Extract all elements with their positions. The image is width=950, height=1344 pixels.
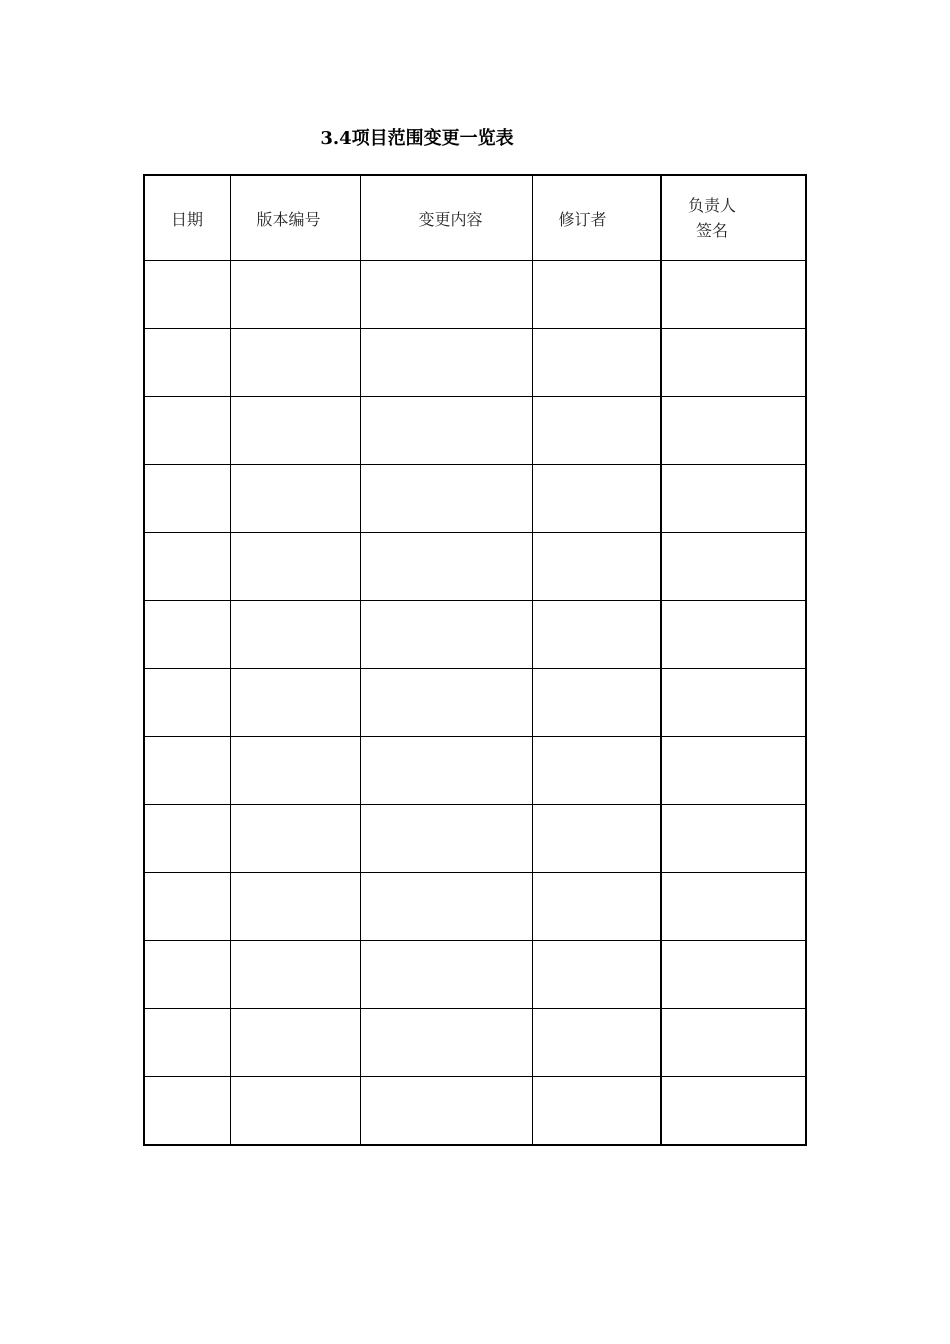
table-row — [144, 329, 806, 397]
table-body — [144, 261, 806, 1146]
reviser-cell[interactable] — [532, 261, 661, 329]
reviser-cell[interactable] — [532, 669, 661, 737]
reviser-cell[interactable] — [532, 1009, 661, 1077]
signature-cell[interactable] — [661, 737, 806, 805]
table-row — [144, 941, 806, 1009]
reviser-cell[interactable] — [532, 397, 661, 465]
version-cell[interactable] — [230, 397, 360, 465]
header-reviser: 修订者 — [532, 175, 661, 261]
signature-cell[interactable] — [661, 533, 806, 601]
reviser-cell[interactable] — [532, 805, 661, 873]
content-cell[interactable] — [360, 873, 532, 941]
version-cell[interactable] — [230, 873, 360, 941]
date-cell[interactable] — [144, 669, 230, 737]
table-row — [144, 465, 806, 533]
signature-cell[interactable] — [661, 941, 806, 1009]
reviser-cell[interactable] — [532, 873, 661, 941]
content-cell[interactable] — [360, 601, 532, 669]
signature-cell[interactable] — [661, 329, 806, 397]
reviser-cell[interactable] — [532, 737, 661, 805]
table-row — [144, 397, 806, 465]
content-cell[interactable] — [360, 941, 532, 1009]
content-cell[interactable] — [360, 737, 532, 805]
date-cell[interactable] — [144, 737, 230, 805]
header-content: 变更内容 — [360, 175, 532, 261]
table-row — [144, 805, 806, 873]
date-cell[interactable] — [144, 941, 230, 1009]
change-log-table — [143, 174, 807, 1146]
date-cell[interactable] — [144, 329, 230, 397]
signature-cell[interactable] — [661, 805, 806, 873]
signature-cell[interactable] — [661, 669, 806, 737]
table-row — [144, 533, 806, 601]
table-row — [144, 1009, 806, 1077]
signature-cell[interactable] — [661, 1009, 806, 1077]
version-cell[interactable] — [230, 329, 360, 397]
date-cell[interactable] — [144, 1077, 230, 1146]
version-cell[interactable] — [230, 1009, 360, 1077]
date-cell[interactable] — [144, 1009, 230, 1077]
reviser-cell[interactable] — [532, 465, 661, 533]
version-cell[interactable] — [230, 465, 360, 533]
version-cell[interactable] — [230, 261, 360, 329]
version-cell[interactable] — [230, 805, 360, 873]
table-header-row — [144, 175, 806, 261]
date-cell[interactable] — [144, 397, 230, 465]
reviser-cell[interactable] — [532, 601, 661, 669]
signature-cell[interactable] — [661, 601, 806, 669]
header-signature-line-1: 负责人 — [688, 196, 737, 215]
signature-cell[interactable] — [661, 261, 806, 329]
content-cell[interactable] — [360, 329, 532, 397]
table-row — [144, 737, 806, 805]
date-cell[interactable] — [144, 533, 230, 601]
header-version: 版本编号 — [230, 175, 360, 261]
table-row — [144, 669, 806, 737]
date-cell[interactable] — [144, 261, 230, 329]
content-cell[interactable] — [360, 397, 532, 465]
content-cell[interactable] — [360, 533, 532, 601]
content-cell[interactable] — [360, 465, 532, 533]
content-cell[interactable] — [360, 1009, 532, 1077]
date-cell[interactable] — [144, 873, 230, 941]
table-row — [144, 1077, 806, 1146]
version-cell[interactable] — [230, 533, 360, 601]
date-cell[interactable] — [144, 601, 230, 669]
header-signature — [661, 175, 806, 261]
version-cell[interactable] — [230, 669, 360, 737]
table-row — [144, 601, 806, 669]
date-cell[interactable] — [144, 465, 230, 533]
signature-cell[interactable] — [661, 397, 806, 465]
version-cell[interactable] — [230, 737, 360, 805]
reviser-cell[interactable] — [532, 941, 661, 1009]
reviser-cell[interactable] — [532, 1077, 661, 1146]
content-cell[interactable] — [360, 1077, 532, 1146]
content-cell[interactable] — [360, 669, 532, 737]
reviser-cell[interactable] — [532, 329, 661, 397]
signature-cell[interactable] — [661, 1077, 806, 1146]
reviser-cell[interactable] — [532, 533, 661, 601]
version-cell[interactable] — [230, 601, 360, 669]
table-row — [144, 873, 806, 941]
content-cell[interactable] — [360, 261, 532, 329]
table-row — [144, 261, 806, 329]
header-date: 日期 — [144, 175, 230, 261]
date-cell[interactable] — [144, 805, 230, 873]
content-cell[interactable] — [360, 805, 532, 873]
version-cell[interactable] — [230, 1077, 360, 1146]
signature-cell[interactable] — [661, 465, 806, 533]
header-signature-line-2: 签名 — [696, 221, 729, 240]
signature-cell[interactable] — [661, 873, 806, 941]
page-title: 3.4项目范围变更一览表 — [320, 128, 514, 149]
version-cell[interactable] — [230, 941, 360, 1009]
